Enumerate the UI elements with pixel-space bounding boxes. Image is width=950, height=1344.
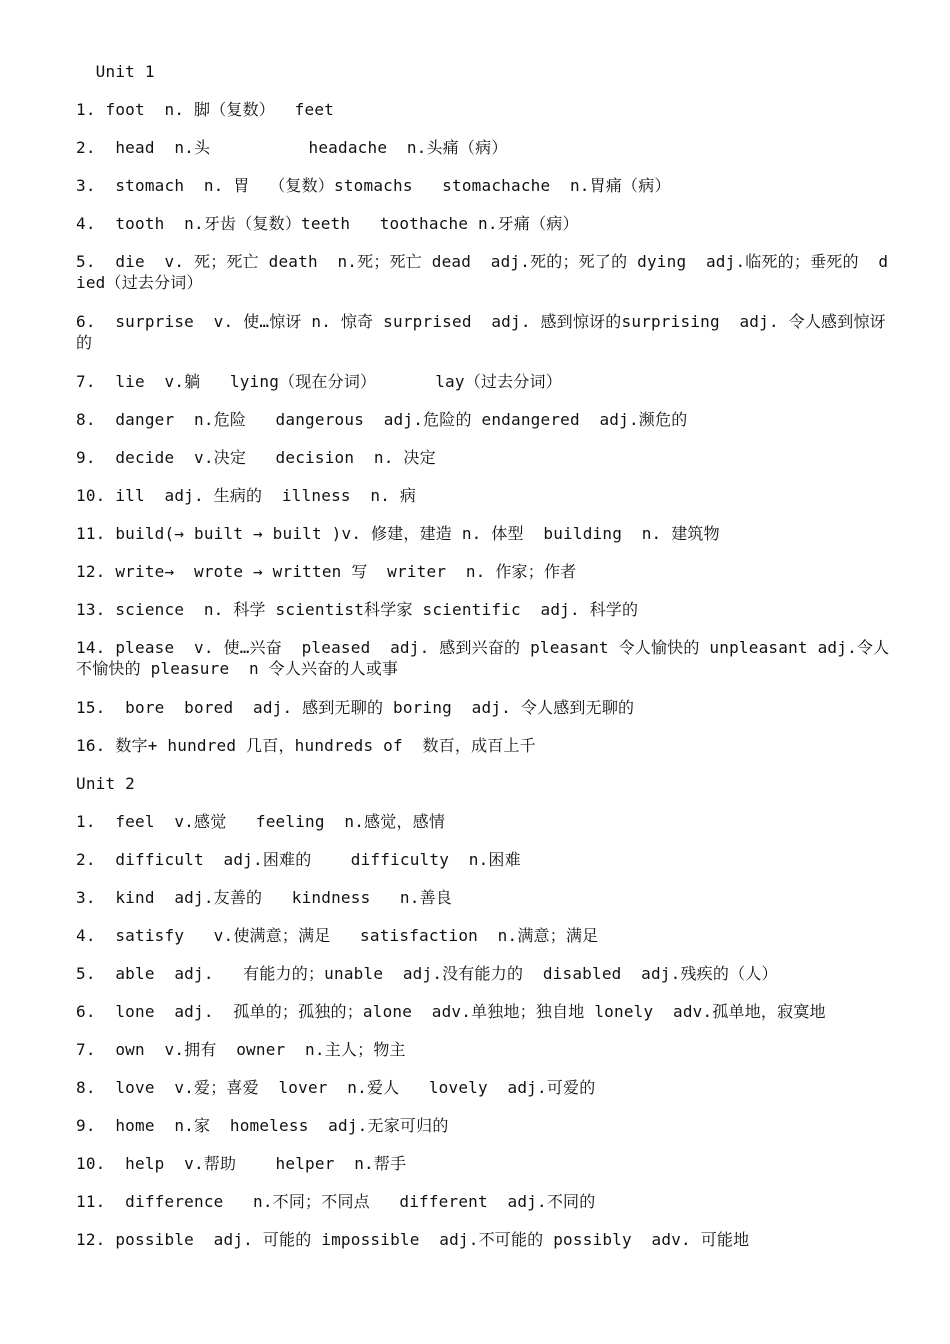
section-heading-unit-1: Unit 1 [76, 62, 155, 81]
vocab-entry: 14. please v. 使…兴奋 pleased adj. 感到兴奋的 pleasant 令人愉快的 unpleasant adj.令人不愉快的 pleasure n 令人兴奋的人或事 [76, 638, 890, 678]
vocab-entry: 15. bore bored adj. 感到无聊的 boring adj. 令人感到无聊的 [76, 698, 635, 717]
vocab-entry: 12. write→ wrote → written 写 writer n. 作家；作者 [76, 562, 577, 581]
vocab-entry: 7. own v.拥有 owner n.主人；物主 [76, 1040, 406, 1059]
vocab-entry: 8. love v.爱；喜爱 lover n.爱人 lovely adj.可爱的 [76, 1078, 596, 1097]
vocab-entry: 2. difficult adj.困难的 difficulty n.困难 [76, 850, 521, 869]
vocab-entry: 1. feel v.感觉 feeling n.感觉，感情 [76, 812, 446, 831]
vocab-entry: 2. head n.头 headache n.头痛（病） [76, 138, 508, 157]
vocab-entry: 4. tooth n.牙齿（复数）teeth toothache n.牙痛（病） [76, 214, 579, 233]
vocab-entry: 6. lone adj. 孤单的；孤独的；alone adv.单独地；独自地 lonely adv.孤单地，寂寞地 [76, 1002, 826, 1021]
vocab-entry: 11. build(→ built → built )v. 修建，建造 n. 体型 building n. 建筑物 [76, 524, 720, 543]
vocab-entry: 6. surprise v. 使…惊讶 n. 惊奇 surprised adj. 感到惊讶的surprising adj. 令人感到惊讶的 [76, 312, 886, 352]
vocab-entry: 5. able adj. 有能力的；unable adj.没有能力的 disabled adj.残疾的（人） [76, 964, 778, 983]
vocab-entry: 8. danger n.危险 dangerous adj.危险的 endangered adj.濒危的 [76, 410, 688, 429]
vocab-entry: 12. possible adj. 可能的 impossible adj.不可能的 possibly adv. 可能地 [76, 1230, 750, 1249]
vocab-entry: 9. decide v.决定 decision n. 决定 [76, 448, 436, 467]
vocab-entry: 7. lie v.躺 lying（现在分词） lay（过去分词） [76, 372, 562, 391]
vocab-entry: 3. kind adj.友善的 kindness n.善良 [76, 888, 452, 907]
vocab-entry: 4. satisfy v.使满意；满足 satisfaction n.满意；满足 [76, 926, 599, 945]
vocab-entry: 10. help v.帮助 helper n.帮手 [76, 1154, 407, 1173]
section-heading-unit-2: Unit 2 [76, 774, 135, 793]
vocab-entry: 16. 数字+ hundred 几百，hundreds of 数百，成百上千 [76, 736, 536, 755]
vocab-entry: 10. ill adj. 生病的 illness n. 病 [76, 486, 417, 505]
vocab-entry: 13. science n. 科学 scientist科学家 scientific adj. 科学的 [76, 600, 639, 619]
vocab-entry: 3. stomach n. 胃 （复数）stomachs stomachache n.胃痛（病） [76, 176, 671, 195]
vocab-entry: 5. die v. 死；死亡 death n.死；死亡 dead adj.死的；死了的 dying adj.临死的；垂死的 died（过去分词） [76, 252, 889, 292]
vocab-entry: 1. foot n. 脚（复数） feet [76, 100, 334, 119]
vocab-entry: 11. difference n.不同；不同点 different adj.不同的 [76, 1192, 596, 1211]
vocab-entry: 9. home n.家 homeless adj.无家可归的 [76, 1116, 449, 1135]
